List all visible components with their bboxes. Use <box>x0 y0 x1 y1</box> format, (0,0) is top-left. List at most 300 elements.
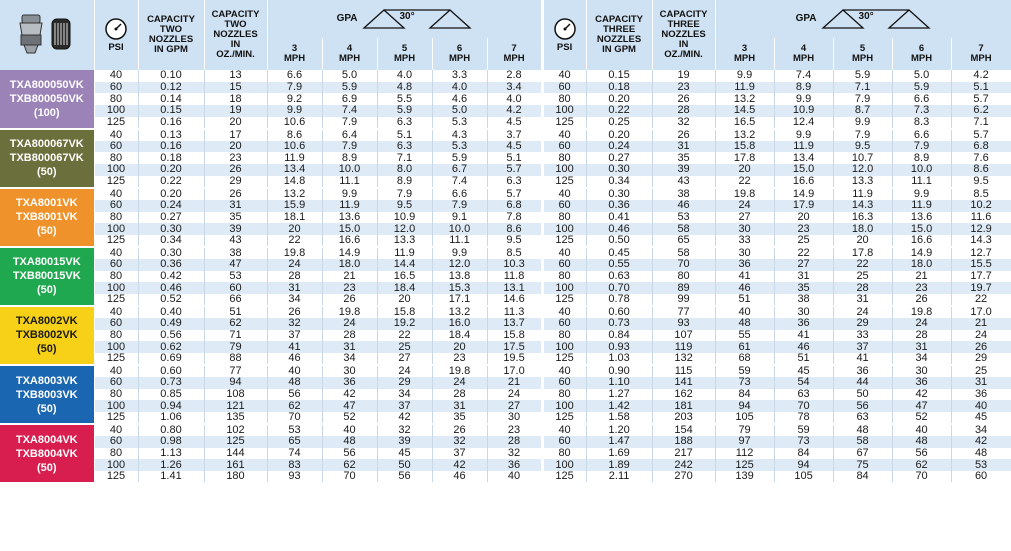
table-cell: 40 <box>542 129 586 141</box>
speed-unit: MPH <box>911 53 933 64</box>
table-cell: 1.58 <box>586 412 652 424</box>
table-cell: 15 <box>204 82 267 94</box>
table-cell: 17.8 <box>833 247 892 259</box>
table-cell: 6.6 <box>267 70 322 82</box>
table-cell: 11.1 <box>432 235 487 247</box>
table-cell: 62 <box>892 459 951 471</box>
speed-unit: MPH <box>793 53 815 64</box>
mesh-size: (100) <box>33 106 60 119</box>
table-cell: 10.0 <box>892 164 951 176</box>
table-row <box>0 117 1011 129</box>
table-cell: 0.25 <box>586 117 652 129</box>
table-cell: 2.8 <box>487 70 542 82</box>
table-cell: 19.8 <box>715 188 774 200</box>
table-cell: 36 <box>715 259 774 271</box>
table-cell: 0.73 <box>138 377 204 389</box>
table-cell: 7.4 <box>774 70 833 82</box>
table-cell: 13 <box>204 70 267 82</box>
table-cell: 11.9 <box>715 82 774 94</box>
table-cell: 5.7 <box>951 129 1011 141</box>
table-cell: 13.2 <box>432 306 487 318</box>
table-cell: 0.22 <box>586 105 652 117</box>
table-cell: 100 <box>94 164 138 176</box>
table-row <box>0 176 1011 188</box>
table-cell: 62 <box>204 318 267 330</box>
table-cell: 18.0 <box>833 223 892 235</box>
header-line: TWO <box>224 19 247 30</box>
table-cell: 19.8 <box>892 306 951 318</box>
table-cell: 80 <box>94 389 138 401</box>
table-cell: 29 <box>204 176 267 188</box>
table-cell: 29 <box>833 318 892 330</box>
table-cell: 31 <box>322 341 377 353</box>
table-cell: 62 <box>267 400 322 412</box>
table-cell: 270 <box>652 471 715 483</box>
speed-number: 7 <box>511 43 517 54</box>
table-cell: 41 <box>715 271 774 283</box>
table-cell: 121 <box>204 400 267 412</box>
psi-header-left <box>94 0 138 70</box>
table-cell: 11.9 <box>892 200 951 212</box>
table-row <box>0 259 1011 271</box>
table-cell: 15.0 <box>322 223 377 235</box>
table-cell: 26 <box>204 188 267 200</box>
table-cell: 17.9 <box>774 200 833 212</box>
table-cell: 40 <box>951 400 1011 412</box>
table-cell: 0.30 <box>138 223 204 235</box>
table-cell: 66 <box>204 294 267 306</box>
table-cell: 107 <box>652 330 715 342</box>
table-cell: 40 <box>267 365 322 377</box>
table-cell: 11.9 <box>377 247 432 259</box>
table-cell: 8.6 <box>487 223 542 235</box>
speed-unit: MPH <box>503 53 525 64</box>
table-cell: 16.5 <box>377 271 432 283</box>
table-cell: 40 <box>542 306 586 318</box>
table-cell: 99 <box>652 294 715 306</box>
table-cell: 13.1 <box>487 282 542 294</box>
table-cell: 6.3 <box>487 176 542 188</box>
table-cell: 0.46 <box>586 223 652 235</box>
table-cell: 125 <box>94 412 138 424</box>
table-cell: 17.0 <box>487 365 542 377</box>
table-row <box>0 129 1011 141</box>
table-cell: 77 <box>204 365 267 377</box>
table-cell: 46 <box>432 471 487 483</box>
speed-number: 6 <box>918 43 925 54</box>
table-cell: 45 <box>951 412 1011 424</box>
table-cell: 24 <box>892 318 951 330</box>
table-cell: 125 <box>94 353 138 365</box>
model-a: TXA8004VK <box>15 433 78 446</box>
model-b: TXB800067VK <box>9 152 84 165</box>
nozzle-model-label <box>0 70 94 129</box>
table-cell: 60 <box>542 200 586 212</box>
table-cell: 45 <box>377 448 432 460</box>
table-cell: 9.5 <box>377 200 432 212</box>
mesh-size: (50) <box>36 166 57 179</box>
table-cell: 34 <box>377 389 432 401</box>
nozzle-model-label <box>0 188 94 247</box>
table-cell: 0.90 <box>586 365 652 377</box>
table-cell: 4.5 <box>487 141 542 153</box>
table-cell: 0.27 <box>138 212 204 224</box>
table-cell: 73 <box>774 436 833 448</box>
table-cell: 30 <box>774 306 833 318</box>
table-cell: 100 <box>542 164 586 176</box>
table-row <box>0 306 1011 318</box>
table-cell: 5.9 <box>432 152 487 164</box>
table-cell: 125 <box>542 235 586 247</box>
table-cell: 125 <box>94 294 138 306</box>
table-cell: 51 <box>774 353 833 365</box>
table-cell: 22 <box>774 247 833 259</box>
table-cell: 100 <box>542 105 586 117</box>
table-row <box>0 424 1011 436</box>
table-cell: 125 <box>542 353 586 365</box>
table-cell: 0.12 <box>138 82 204 94</box>
table-cell: 23 <box>892 282 951 294</box>
table-cell: 0.41 <box>586 212 652 224</box>
table-cell: 4.6 <box>432 93 487 105</box>
table-cell: 80 <box>94 330 138 342</box>
table-cell: 56 <box>892 448 951 460</box>
table-cell: 9.9 <box>322 188 377 200</box>
table-cell: 108 <box>204 389 267 401</box>
table-cell: 7.6 <box>951 152 1011 164</box>
table-cell: 20 <box>267 223 322 235</box>
table-cell: 217 <box>652 448 715 460</box>
table-cell: 48 <box>892 436 951 448</box>
table-cell: 0.15 <box>586 70 652 82</box>
speed-unit: MPH <box>283 53 306 64</box>
header-line: NOZZLES <box>596 34 642 45</box>
table-cell: 0.15 <box>138 105 204 117</box>
table-row <box>0 436 1011 448</box>
table-cell: 36 <box>951 389 1011 401</box>
table-cell: 35 <box>204 212 267 224</box>
table-cell: 125 <box>94 117 138 129</box>
table-cell: 21 <box>892 271 951 283</box>
table-cell: 60 <box>542 82 586 94</box>
table-cell: 4.2 <box>487 105 542 117</box>
table-cell: 125 <box>542 412 586 424</box>
table-cell: 59 <box>715 365 774 377</box>
table-cell: 60 <box>94 318 138 330</box>
table-cell: 5.0 <box>432 105 487 117</box>
table-row <box>0 353 1011 365</box>
table-cell: 0.13 <box>138 129 204 141</box>
table-cell: 11.3 <box>487 306 542 318</box>
table-cell: 80 <box>94 271 138 283</box>
table-cell: 0.10 <box>138 70 204 82</box>
table-cell: 0.18 <box>586 82 652 94</box>
table-cell: 19.5 <box>487 353 542 365</box>
table-cell: 0.60 <box>138 365 204 377</box>
table-cell: 31 <box>432 400 487 412</box>
table-cell: 7.1 <box>833 82 892 94</box>
table-cell: 40 <box>542 70 586 82</box>
table-cell: 105 <box>774 471 833 483</box>
table-cell: 55 <box>715 330 774 342</box>
table-cell: 19.8 <box>267 247 322 259</box>
table-cell: 2.11 <box>586 471 652 483</box>
table-cell: 40 <box>542 424 586 436</box>
table-cell: 19.2 <box>377 318 432 330</box>
table-cell: 58 <box>833 436 892 448</box>
table-cell: 0.56 <box>138 330 204 342</box>
table-cell: 3.3 <box>432 70 487 82</box>
table-cell: 0.40 <box>138 306 204 318</box>
table-cell: 154 <box>652 424 715 436</box>
table-cell: 6.2 <box>951 105 1011 117</box>
table-cell: 40 <box>322 424 377 436</box>
table-cell: 14.3 <box>833 200 892 212</box>
table-cell: 6.4 <box>322 129 377 141</box>
table-cell: 5.1 <box>487 152 542 164</box>
table-cell: 67 <box>833 448 892 460</box>
table-cell: 17.7 <box>951 271 1011 283</box>
table-cell: 56 <box>322 448 377 460</box>
speed-number: 5 <box>401 43 408 54</box>
table-cell: 12.9 <box>951 223 1011 235</box>
table-cell: 80 <box>94 448 138 460</box>
table-cell: 15.8 <box>715 141 774 153</box>
nozzle-icon-cell <box>0 0 94 70</box>
table-cell: 125 <box>542 176 586 188</box>
table-cell: 60 <box>951 471 1011 483</box>
table-cell: 28 <box>322 330 377 342</box>
table-cell: 77 <box>652 306 715 318</box>
table-cell: 22 <box>267 235 322 247</box>
table-cell: 1.10 <box>586 377 652 389</box>
table-cell: 25 <box>377 341 432 353</box>
table-cell: 181 <box>652 400 715 412</box>
table-cell: 125 <box>94 471 138 483</box>
header-line: NOZZLES <box>661 29 706 40</box>
table-cell: 5.9 <box>892 82 951 94</box>
model-a: TXA800050VK <box>9 78 84 91</box>
model-a: TXA8002VK <box>15 315 78 328</box>
table-cell: 26 <box>652 129 715 141</box>
table-cell: 28 <box>892 330 951 342</box>
nozzle-icon <box>18 11 76 57</box>
table-cell: 37 <box>377 400 432 412</box>
table-cell: 9.5 <box>487 235 542 247</box>
table-cell: 203 <box>652 412 715 424</box>
table-cell: 0.20 <box>138 164 204 176</box>
table-cell: 60 <box>94 436 138 448</box>
table-cell: 40 <box>94 306 138 318</box>
table-cell: 61 <box>715 341 774 353</box>
table-cell: 65 <box>652 235 715 247</box>
table-cell: 15.9 <box>267 200 322 212</box>
table-cell: 24 <box>432 377 487 389</box>
table-cell: 27 <box>774 259 833 271</box>
table-cell: 7.9 <box>892 141 951 153</box>
table-cell: 32 <box>487 448 542 460</box>
table-cell: 13.4 <box>267 164 322 176</box>
table-cell: 23 <box>774 223 833 235</box>
table-row <box>0 188 1011 200</box>
table-cell: 60 <box>542 259 586 271</box>
table-cell: 36 <box>774 318 833 330</box>
speed-number: 6 <box>456 43 463 54</box>
table-cell: 45 <box>774 365 833 377</box>
table-cell: 28 <box>487 436 542 448</box>
table-cell: 6.6 <box>432 188 487 200</box>
table-cell: 4.3 <box>432 129 487 141</box>
table-cell: 14.5 <box>715 105 774 117</box>
table-cell: 46 <box>652 200 715 212</box>
table-row <box>0 412 1011 424</box>
table-cell: 0.80 <box>138 424 204 436</box>
table-cell: 39 <box>204 223 267 235</box>
table-cell: 9.9 <box>892 188 951 200</box>
model-b: TXB8001VK <box>15 211 78 224</box>
table-cell: 22 <box>833 259 892 271</box>
spray-angle-icon <box>821 8 931 30</box>
table-cell: 0.70 <box>586 282 652 294</box>
table-cell: 48 <box>951 448 1011 460</box>
table-cell: 30 <box>487 412 542 424</box>
cap-three-gpm-header <box>586 0 652 70</box>
table-cell: 60 <box>542 318 586 330</box>
table-cell: 23 <box>652 82 715 94</box>
table-cell: 11.9 <box>267 152 322 164</box>
header-line: THREE <box>602 24 636 35</box>
table-cell: 0.42 <box>138 271 204 283</box>
table-cell: 125 <box>542 117 586 129</box>
table-cell: 83 <box>267 459 322 471</box>
table-cell: 18.4 <box>377 282 432 294</box>
table-cell: 13.4 <box>774 152 833 164</box>
table-cell: 0.36 <box>138 259 204 271</box>
table-cell: 0.93 <box>586 341 652 353</box>
table-row <box>0 330 1011 342</box>
table-cell: 0.45 <box>586 247 652 259</box>
table-cell: 56 <box>267 389 322 401</box>
table-cell: 48 <box>267 377 322 389</box>
table-cell: 1.03 <box>586 353 652 365</box>
table-cell: 68 <box>715 353 774 365</box>
table-cell: 73 <box>715 377 774 389</box>
table-cell: 22 <box>377 330 432 342</box>
table-cell: 60 <box>542 377 586 389</box>
table-cell: 80 <box>652 271 715 283</box>
table-cell: 30 <box>715 247 774 259</box>
table-cell: 26 <box>652 93 715 105</box>
table-cell: 20 <box>833 235 892 247</box>
speed-header-6mph <box>892 38 951 70</box>
speed-number: 4 <box>346 43 353 54</box>
mesh-size: (50) <box>36 284 57 297</box>
table-cell: 32 <box>652 117 715 129</box>
table-cell: 100 <box>94 282 138 294</box>
table-cell: 17.1 <box>432 294 487 306</box>
table-cell: 35 <box>774 282 833 294</box>
table-cell: 48 <box>322 436 377 448</box>
table-cell: 40 <box>94 129 138 141</box>
table-cell: 9.1 <box>432 212 487 224</box>
table-cell: 18.1 <box>267 212 322 224</box>
table-cell: 80 <box>542 271 586 283</box>
nozzle-model-label <box>0 129 94 188</box>
table-cell: 35 <box>432 412 487 424</box>
table-cell: 24 <box>715 200 774 212</box>
table-cell: 26 <box>892 294 951 306</box>
table-cell: 34 <box>322 353 377 365</box>
table-cell: 5.1 <box>377 129 432 141</box>
table-cell: 37 <box>267 330 322 342</box>
table-cell: 14.4 <box>377 259 432 271</box>
table-cell: 46 <box>715 282 774 294</box>
header-line: IN <box>230 39 241 50</box>
header-line: CAPACITY <box>595 14 643 25</box>
table-cell: 60 <box>94 141 138 153</box>
table-cell: 24 <box>951 330 1011 342</box>
table-cell: 9.9 <box>715 70 774 82</box>
table-cell: 62 <box>322 459 377 471</box>
table-cell: 53 <box>204 271 267 283</box>
table-cell: 119 <box>652 341 715 353</box>
table-cell: 28 <box>652 105 715 117</box>
gpa-label: GPA <box>795 13 817 24</box>
table-cell: 6.3 <box>377 141 432 153</box>
table-cell: 188 <box>652 436 715 448</box>
table-cell: 41 <box>774 330 833 342</box>
table-cell: 47 <box>892 400 951 412</box>
table-cell: 70 <box>892 471 951 483</box>
table-cell: 9.9 <box>432 247 487 259</box>
table-cell: 9.9 <box>267 105 322 117</box>
table-cell: 0.24 <box>138 200 204 212</box>
table-row <box>0 164 1011 176</box>
table-cell: 10.9 <box>774 105 833 117</box>
table-cell: 8.6 <box>951 164 1011 176</box>
table-cell: 125 <box>542 294 586 306</box>
table-cell: 162 <box>652 389 715 401</box>
table-cell: 20 <box>204 141 267 153</box>
header-line: OZ./MIN. <box>216 49 255 60</box>
table-cell: 40 <box>542 247 586 259</box>
header-line: OZ./MIN. <box>664 49 703 60</box>
header-line: IN GPM <box>154 44 188 55</box>
table-cell: 37 <box>432 448 487 460</box>
table-cell: 30 <box>892 365 951 377</box>
table-cell: 70 <box>652 259 715 271</box>
table-cell: 94 <box>715 400 774 412</box>
table-cell: 84 <box>833 471 892 483</box>
table-cell: 31 <box>204 200 267 212</box>
table-row <box>0 318 1011 330</box>
table-cell: 39 <box>377 436 432 448</box>
table-cell: 5.9 <box>833 70 892 82</box>
mesh-size: (50) <box>36 225 57 238</box>
table-cell: 17.5 <box>487 341 542 353</box>
table-cell: 26 <box>432 424 487 436</box>
table-cell: 105 <box>715 412 774 424</box>
table-cell: 41 <box>267 341 322 353</box>
table-row <box>0 82 1011 94</box>
table-cell: 26 <box>322 294 377 306</box>
table-cell: 16.5 <box>715 117 774 129</box>
table-cell: 53 <box>267 424 322 436</box>
table-cell: 80 <box>542 330 586 342</box>
table-cell: 80 <box>542 93 586 105</box>
table-cell: 242 <box>652 459 715 471</box>
table-cell: 11.1 <box>322 176 377 188</box>
